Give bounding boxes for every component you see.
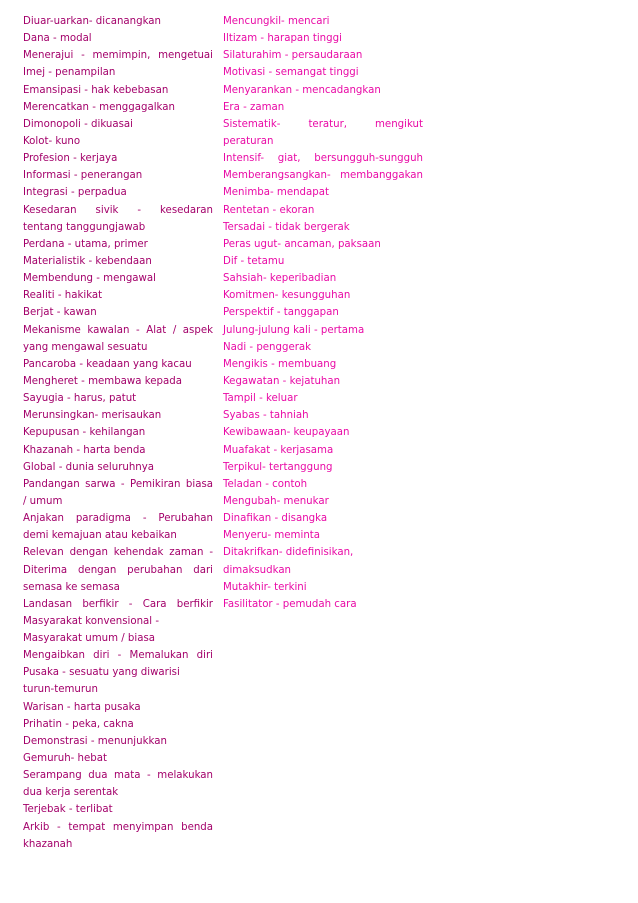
word-entry: Landasan berfikir - Cara berfikir xyxy=(23,598,213,610)
word-entry: Diterima dengan perubahan dari xyxy=(23,564,213,576)
word-entry: Serampang dua mata - melakukan xyxy=(23,770,213,782)
word-entry: Kolot- kuno xyxy=(23,135,81,147)
word-entry: Teladan - contoh xyxy=(223,478,308,490)
word-entry: Kesedaran sivik - kesedaran xyxy=(23,204,213,216)
word-entry: Mekanisme kawalan - Alat / aspek xyxy=(23,324,213,336)
word-entry: Tampil - keluar xyxy=(223,393,298,405)
word-entry: Mengubah- menukar xyxy=(223,495,329,507)
word-entry: Imej - penampilan xyxy=(23,67,116,79)
word-entry: Kepupusan - kehilangan xyxy=(23,427,146,439)
word-entry: semasa ke semasa xyxy=(23,581,120,593)
word-entry: Mengaibkan diri - Memalukan diri xyxy=(23,650,213,662)
word-entry: Global - dunia seluruhnya xyxy=(23,461,155,473)
word-entry: Dana - modal xyxy=(23,33,92,45)
word-entry: Perspektif - tanggapan xyxy=(223,307,339,319)
word-entry: Pancaroba - keadaan yang kacau xyxy=(23,358,192,370)
word-entry: Intensif- giat, bersungguh-sungguh xyxy=(223,153,423,165)
left-word-list xyxy=(23,13,213,853)
right-word-list xyxy=(223,13,423,613)
word-entry: Terpikul- tertanggung xyxy=(223,461,333,473)
word-entry: Realiti - hakikat xyxy=(23,290,103,302)
word-entry: Sahsiah- keperibadian xyxy=(223,273,337,285)
word-entry: Perdana - utama, primer xyxy=(23,238,148,250)
word-entry: Mengheret - membawa kepada xyxy=(23,375,182,387)
word-entry: Prihatin - peka, cakna xyxy=(23,718,134,730)
word-entry: Membendung - mengawal xyxy=(23,273,156,285)
word-entry: Gemuruh- hebat xyxy=(23,753,107,765)
word-entry: Memberangsangkan- membanggakan xyxy=(223,170,423,182)
word-entry: Dinafikan - disangka xyxy=(223,513,328,525)
word-entry: Julung-julung kali - pertama xyxy=(223,324,365,336)
word-entry: demi kemajuan atau kebaikan xyxy=(23,530,177,542)
word-entry: Mencungkil- mencari xyxy=(223,16,330,27)
word-entry: Silaturahim - persaudaraan xyxy=(223,50,363,62)
word-entry: Informasi - penerangan xyxy=(23,170,143,182)
word-entry: Iltizam - harapan tinggi xyxy=(223,33,342,45)
word-entry: Berjat - kawan xyxy=(23,307,97,319)
word-entry: Menyarankan - mencadangkan xyxy=(223,84,381,96)
word-entry: Syabas - tahniah xyxy=(223,410,309,422)
word-entry: Dimonopoli - dikuasai xyxy=(23,118,133,130)
word-entry: turun-temurun xyxy=(23,684,98,696)
word-entry: Menyeru- meminta xyxy=(223,530,321,542)
word-entry: Menimba- mendapat xyxy=(223,187,329,199)
word-entry: Muafakat - kerjasama xyxy=(223,444,334,456)
word-entry: tentang tanggungjawab xyxy=(23,221,146,233)
word-entry: Diuar-uarkan- dicanangkan xyxy=(23,16,161,27)
word-entry: Pusaka - sesuatu yang diwarisi xyxy=(23,667,180,679)
word-entry: Mengikis - membuang xyxy=(223,358,337,370)
word-entry: / umum xyxy=(23,495,63,507)
word-entry: dua kerja serentak xyxy=(23,787,119,799)
word-entry: Relevan dengan kehendak zaman - xyxy=(23,547,213,559)
word-entry: Kegawatan - kejatuhan xyxy=(223,375,341,387)
word-entry: Integrasi - perpadua xyxy=(23,187,127,199)
word-entry: peraturan xyxy=(223,135,274,147)
word-entry: Khazanah - harta benda xyxy=(23,444,146,456)
word-entry: Mutakhir- terkini xyxy=(223,581,307,593)
word-entry: Warisan - harta pusaka xyxy=(23,701,141,713)
word-entry: Komitmen- kesungguhan xyxy=(223,290,351,302)
word-entry: Rentetan - ekoran xyxy=(223,204,315,216)
word-entry: Materialistik - kebendaan xyxy=(23,255,152,267)
word-entry: Sistematik- teratur, mengikut xyxy=(223,118,423,130)
word-entry: Profesion - kerjaya xyxy=(23,153,118,165)
word-entry: Emansipasi - hak kebebasan xyxy=(23,84,169,96)
word-entry: Masyarakat konvensional - xyxy=(23,615,160,627)
word-entry: Pandangan sarwa - Pemikiran biasa xyxy=(23,478,213,490)
word-entry: Peras ugut- ancaman, paksaan xyxy=(223,238,381,250)
word-entry: Sayugia - harus, patut xyxy=(23,393,137,405)
word-entry: Kewibawaan- keupayaan xyxy=(223,427,350,439)
word-entry: Merunsingkan- merisaukan xyxy=(23,410,162,422)
word-entry: yang mengawal sesuatu xyxy=(23,341,148,353)
word-entry: Merencatkan - menggagalkan xyxy=(23,101,175,113)
word-entry: Dif - tetamu xyxy=(223,255,285,267)
word-entry: Fasilitator - pemudah cara xyxy=(223,598,357,610)
word-entry: Menerajui - memimpin, mengetuai xyxy=(23,50,213,62)
word-entry: Arkib - tempat menyimpan benda xyxy=(23,821,213,833)
word-entry: Terjebak - terlibat xyxy=(23,804,113,816)
word-entry: dimaksudkan xyxy=(223,564,292,576)
word-entry: Nadi - penggerak xyxy=(223,341,312,353)
word-entry: khazanah xyxy=(23,838,73,850)
word-entry: Era - zaman xyxy=(223,101,285,113)
word-entry: Ditakrifkan- didefinisikan, xyxy=(223,547,354,559)
word-entry: Masyarakat umum / biasa xyxy=(23,633,155,645)
word-entry: Tersadai - tidak bergerak xyxy=(223,221,350,233)
word-entry: Motivasi - semangat tinggi xyxy=(223,67,359,79)
word-entry: Anjakan paradigma - Perubahan xyxy=(23,513,213,525)
word-entry: Demonstrasi - menunjukkan xyxy=(23,735,167,747)
